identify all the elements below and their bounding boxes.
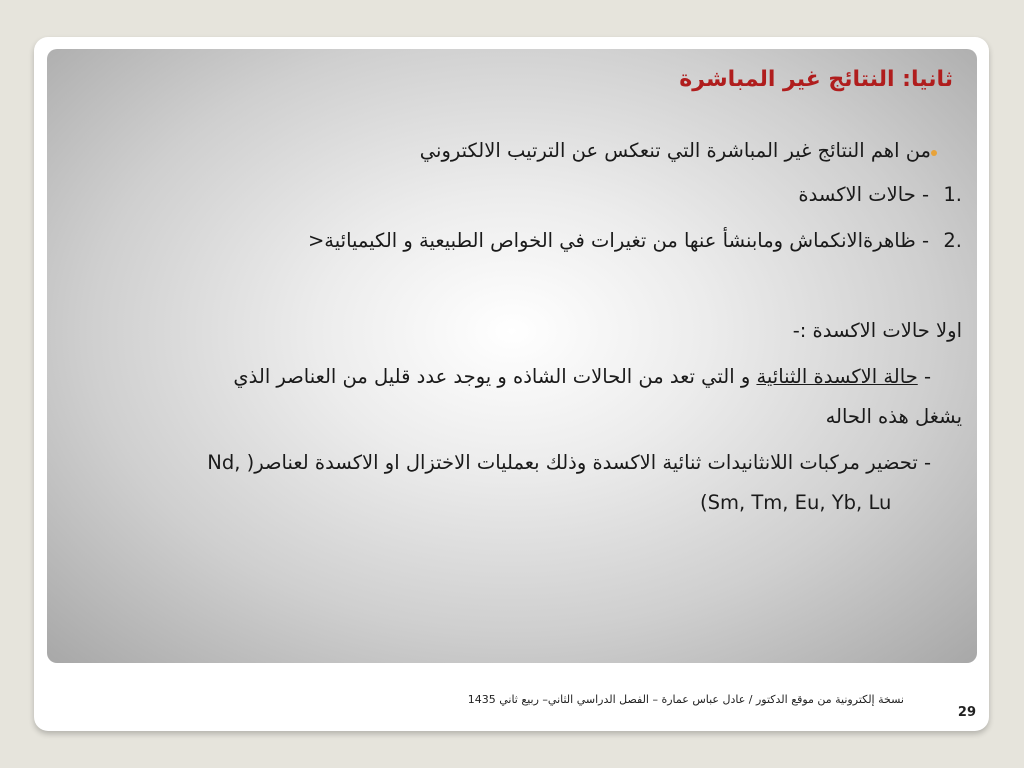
bullet-text: من اهم النتائج غير المباشرة التي تنعكس عن الترتيب الالكتروني <box>419 139 931 162</box>
paragraph-1-rest: و التي تعد من الحالات الشاذه و يوجد عدد قليل من العناصر الذي <box>233 365 751 388</box>
paragraph-2-line-2: (Sm, Tm, Eu, Yb, Lu <box>700 491 892 514</box>
paragraph-1-dash: - <box>923 365 931 388</box>
page-number: 29 <box>957 705 976 720</box>
footer-text: نسخة إلكترونية من موقع الدكتور / عادل عباس عمارة – الفصل الدراسي الثاني– ربيع ثاني 1435 <box>467 693 904 706</box>
item-number-2: 2. <box>943 229 962 252</box>
slide-title: ثانيا: النتائج غير المباشرة <box>679 67 953 92</box>
item-text-1: - حالات الاكسدة <box>798 183 929 206</box>
paragraph-1-line-1 <box>233 365 931 388</box>
paragraph-2-line-1: - تحضير مركبات اللانثانيدات ثنائية الاكسدة وذلك بعمليات الاختزال او الاكسدة لعناصر( ,Nd <box>207 451 931 474</box>
paragraph-1-underlined: حالة الاكسدة الثنائية <box>756 365 918 388</box>
item-number-1: 1. <box>943 183 962 206</box>
section-heading: اولا حالات الاكسدة :- <box>792 319 962 342</box>
paragraph-1-line-2: يشغل هذه الحاله <box>825 405 962 428</box>
bullet-dot-icon <box>931 150 937 156</box>
item-text-2: - ظاهرةالانكماش ومابنشأ عنها من تغيرات في الخواص الطبيعية و الكيميائية< <box>307 229 929 252</box>
